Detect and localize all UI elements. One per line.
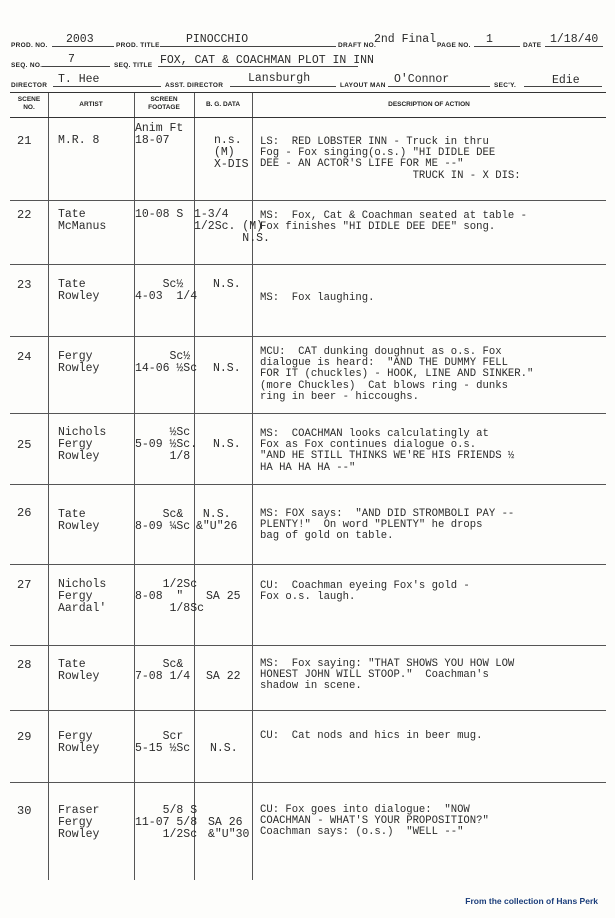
footage-cell: Sc& 7-08 1/4 [135, 658, 191, 683]
description-cell: MS: FOX says: "AND DID STROMBOLI PAY -- PLENTY!" On word "PLENTY" he drops bag of gold on table. [260, 508, 515, 543]
seq-no-value: 7 [68, 53, 75, 66]
description-cell: MCU: CAT dunking doughnut as o.s. Fox dialogue is heard: "AND THE DUMMY FELL FOR IT (chuckles) - HOOK, LINE AND SINKER." (more Chuckles) Cat blows ring - dunks ring in beer - hiccoughs. [260, 346, 534, 403]
footage-cell: 1/2Sc 8-08 " 1/8Sc [135, 578, 205, 615]
artist-cell: Fraser Fergy Rowley [58, 804, 100, 841]
artist-cell: Fergy Rowley [58, 350, 100, 375]
col-screen-footage: SCREEN FOOTAGE [148, 96, 180, 111]
scene-number: 26 [17, 506, 32, 520]
scene-number: 22 [17, 208, 32, 222]
secy-label: SEC'Y. [494, 82, 517, 89]
bg-data-cell: N.S. &"U"26 [196, 508, 238, 533]
date-label: DATE [523, 42, 542, 49]
layout-man-value: O'Connor [394, 73, 450, 86]
bg-data-cell: N.S. [210, 742, 238, 755]
asst-director-value: Lansburgh [248, 72, 311, 85]
prod-no-label: PROD. NO. [11, 42, 48, 49]
secy-value: Edie [552, 74, 580, 87]
page-no-label: PAGE NO. [437, 42, 471, 49]
footage-cell: Sc½ 4-03 1/4 [135, 278, 198, 303]
bg-data-cell: 1-3/4 1/2Sc. (M) N.S. [194, 208, 270, 245]
description-cell: CU: Coachman eyeing Fox's gold - Fox o.s. laugh. [260, 580, 470, 604]
artist-cell: Tate McManus [58, 208, 107, 233]
collection-credit: From the collection of Hans Perk [465, 896, 598, 906]
artist-cell: Fergy Rowley [58, 730, 100, 755]
scene-number: 28 [17, 658, 32, 672]
description-cell: MS: COACHMAN looks calculatingly at Fox as Fox continues dialogue o.s. "AND HE STILL THINKS WE'RE HIS FRIENDS ½ HA HA HA HA --" [260, 428, 515, 474]
page-no-value: 1 [486, 33, 493, 46]
bg-data-cell: SA 26 &"U"30 [208, 816, 250, 841]
asst-director-label: ASST. DIRECTOR [165, 82, 224, 89]
prod-no-value: 2003 [66, 33, 94, 46]
col-scene-no: SCENE NO. [17, 96, 41, 111]
col-artist: ARTIST [79, 101, 103, 108]
bg-data-cell: N.S. [213, 278, 241, 291]
draft-no-label: DRAFT NO. [338, 42, 377, 49]
bg-data-cell: SA 22 [206, 670, 241, 683]
bg-data-cell: SA 25 [206, 590, 241, 603]
scene-number: 23 [17, 278, 32, 292]
description-cell: LS: RED LOBSTER INN - Truck in thru Fog - Fox singing(o.s.) "HI DIDLE DEE DEE - AN ACTOR'S LIFE FOR ME --" TRUCK IN - X DIS: [260, 136, 521, 182]
footage-cell: Anim Ft 18-07 [135, 122, 184, 147]
artist-cell: Tate Rowley [58, 278, 100, 303]
col-bg-data: B. G. DATA [205, 101, 241, 108]
scene-number: 24 [17, 350, 32, 364]
layout-man-label: LAYOUT MAN [340, 82, 386, 89]
seq-title-value: FOX, CAT & COACHMAN PLOT IN INN [160, 54, 374, 67]
bg-data-cell: N.S. [213, 362, 241, 375]
footage-cell: 5/8 S 11-07 5/8 1/2Sc [135, 804, 198, 841]
description-cell: MS: Fox, Cat & Coachman seated at table - Fox finishes "HI DIDLE DEE DEE" song. [260, 210, 528, 234]
footage-cell: Sc½ 14-06 ½Sc [135, 350, 198, 375]
artist-cell: M.R. 8 [58, 134, 100, 147]
scene-table [10, 92, 606, 880]
footage-cell: Scr 5-15 ½Sc [135, 730, 191, 755]
scene-number: 21 [17, 134, 32, 148]
artist-cell: Nichols Fergy Rowley [58, 426, 107, 463]
description-cell: MS: Fox laughing. [260, 292, 375, 304]
footage-cell: ½Sc 5-09 ½Sc. 1/8 [135, 426, 198, 463]
bg-data-cell: n.s. (M) X-DIS [214, 134, 249, 171]
artist-cell: Nichols Fergy Aardal' [58, 578, 107, 615]
prod-title-label: PROD. TITLE [116, 42, 160, 49]
col-description: DESCRIPTION OF ACTION [388, 101, 470, 108]
scene-number: 27 [17, 578, 32, 592]
seq-no-label: SEQ. NO. [11, 62, 43, 69]
description-cell: MS: Fox saying: "THAT SHOWS YOU HOW LOW HONEST JOHN WILL STOOP." Coachman's shadow in scene. [260, 658, 515, 693]
scene-number: 30 [17, 804, 32, 818]
footage-cell: 10-08 S [135, 208, 184, 221]
draft-no-value: 2nd Final [374, 33, 437, 46]
artist-cell: Tate Rowley [58, 508, 100, 533]
seq-title-label: SEQ. TITLE [114, 62, 153, 69]
artist-cell: Tate Rowley [58, 658, 100, 683]
prod-title-value: PINOCCHIO [186, 33, 249, 46]
scene-number: 29 [17, 730, 32, 744]
date-value: 1/18/40 [550, 33, 599, 46]
footage-cell: Sc& 8-09 ¼Sc [135, 508, 191, 533]
director-label: DIRECTOR [11, 82, 48, 89]
description-cell: CU: Fox goes into dialogue: "NOW COACHMAN - WHAT'S YOUR PROPOSITION?" Coachman says: (o.s.) "WELL --" [260, 804, 489, 839]
scene-number: 25 [17, 438, 32, 452]
director-value: T. Hee [58, 73, 100, 86]
description-cell: CU: Cat nods and hics in beer mug. [260, 730, 483, 742]
bg-data-cell: N.S. [213, 438, 241, 451]
